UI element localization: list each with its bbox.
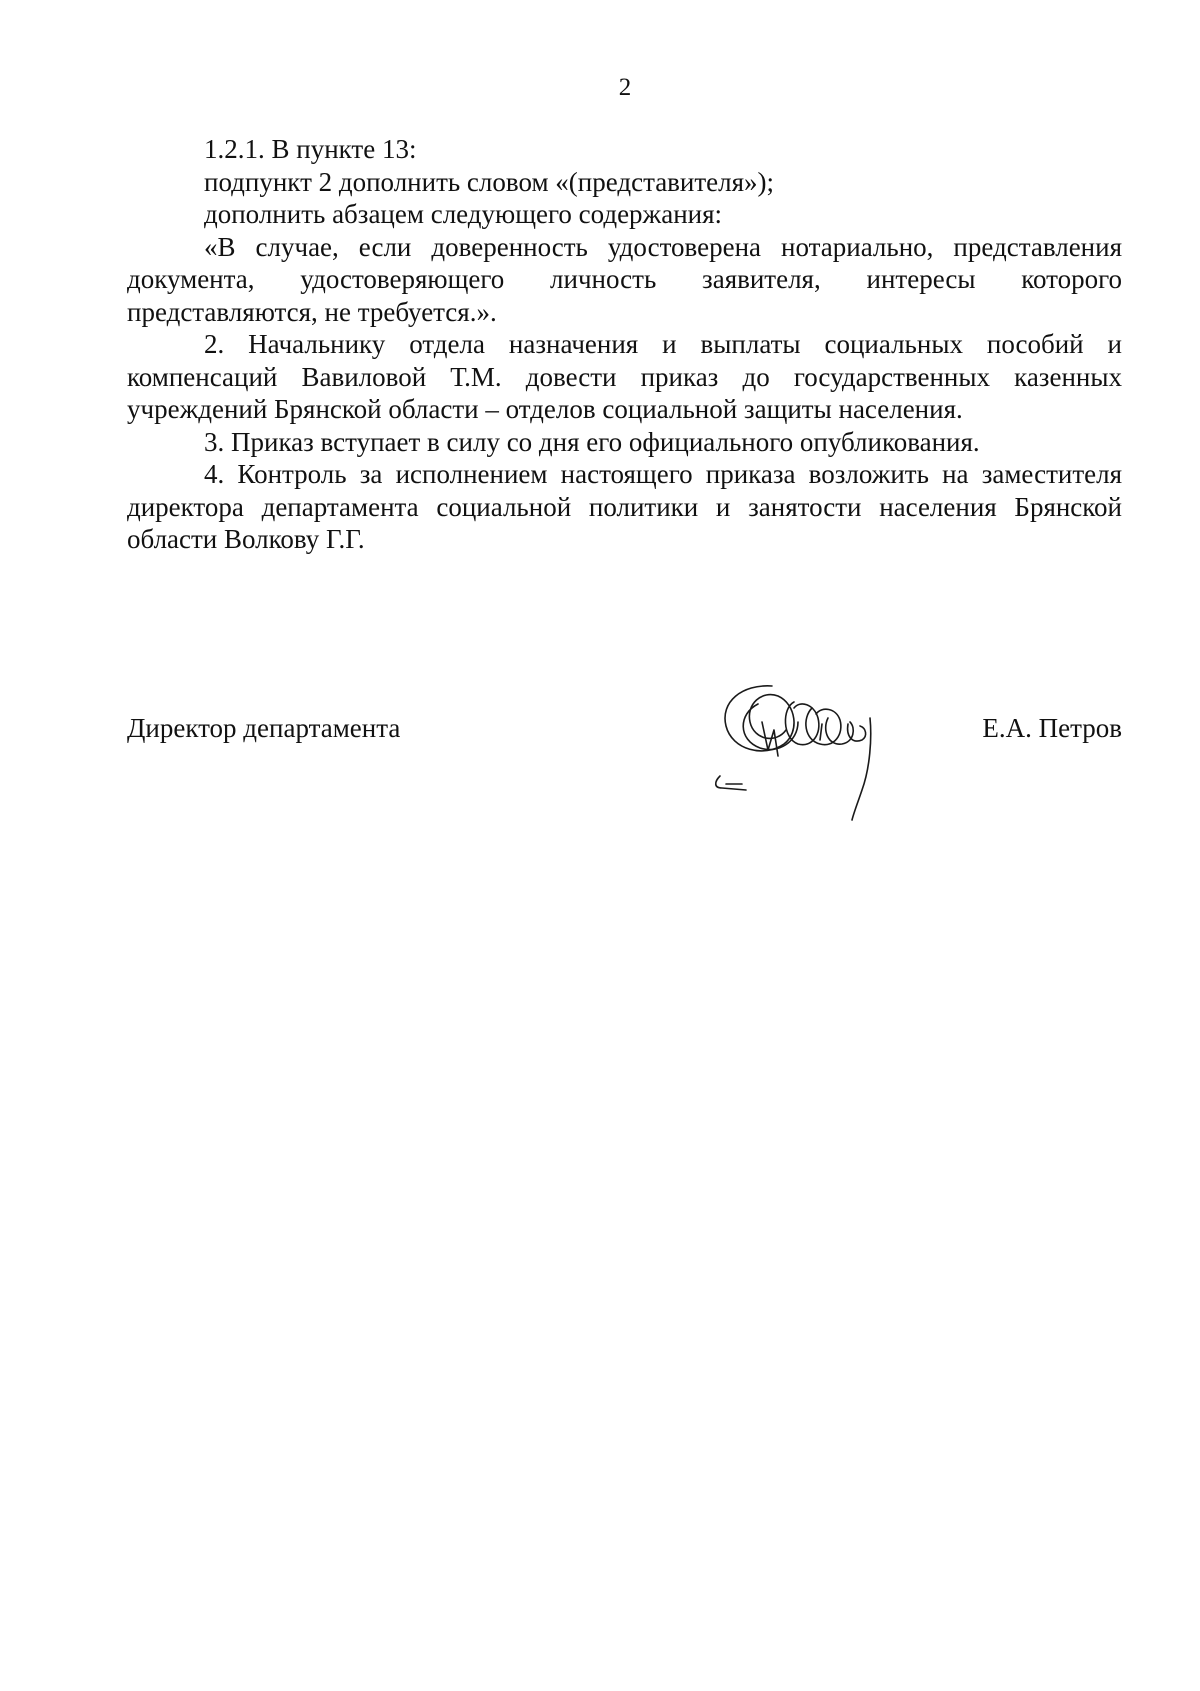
- paragraph-1-2-1: 1.2.1. В пункте 13:: [204, 134, 417, 164]
- handwritten-signature-icon: [702, 678, 902, 828]
- page-number: 2: [618, 74, 632, 101]
- signatory-name: Е.А. Петров: [982, 713, 1122, 743]
- paragraph-add-clause: дополнить абзацем следующего содержания:: [204, 199, 723, 229]
- paragraph-quoted-clause: «В случае, если доверенность удостоверена нотариально, представления документа, удостоверяющего личность заявителя, интересы которого представляются, не требуется.».: [127, 231, 1122, 327]
- paragraph-item-4: 4. Контроль за исполнением настоящего приказа возложить на заместителя директора департамента социальной политики и занятости населения Брянской области Волкову Г.Г.: [127, 459, 1122, 554]
- paragraph-subitem-2: подпункт 2 дополнить словом «(представителя»);: [204, 166, 775, 197]
- document-body: [127, 133, 1122, 556]
- signatory-title: Директор департамента: [127, 713, 401, 743]
- paragraph-item-2: 2. Начальнику отдела назначения и выплаты социальных пособий и компенсаций Вавиловой Т.М. довести приказ до государственных казенных учреждений Брянской области – отделов социальной защиты населения.: [127, 329, 1122, 424]
- paragraph-item-3: 3. Приказ вступает в силу со дня его официального опубликования.: [204, 426, 980, 457]
